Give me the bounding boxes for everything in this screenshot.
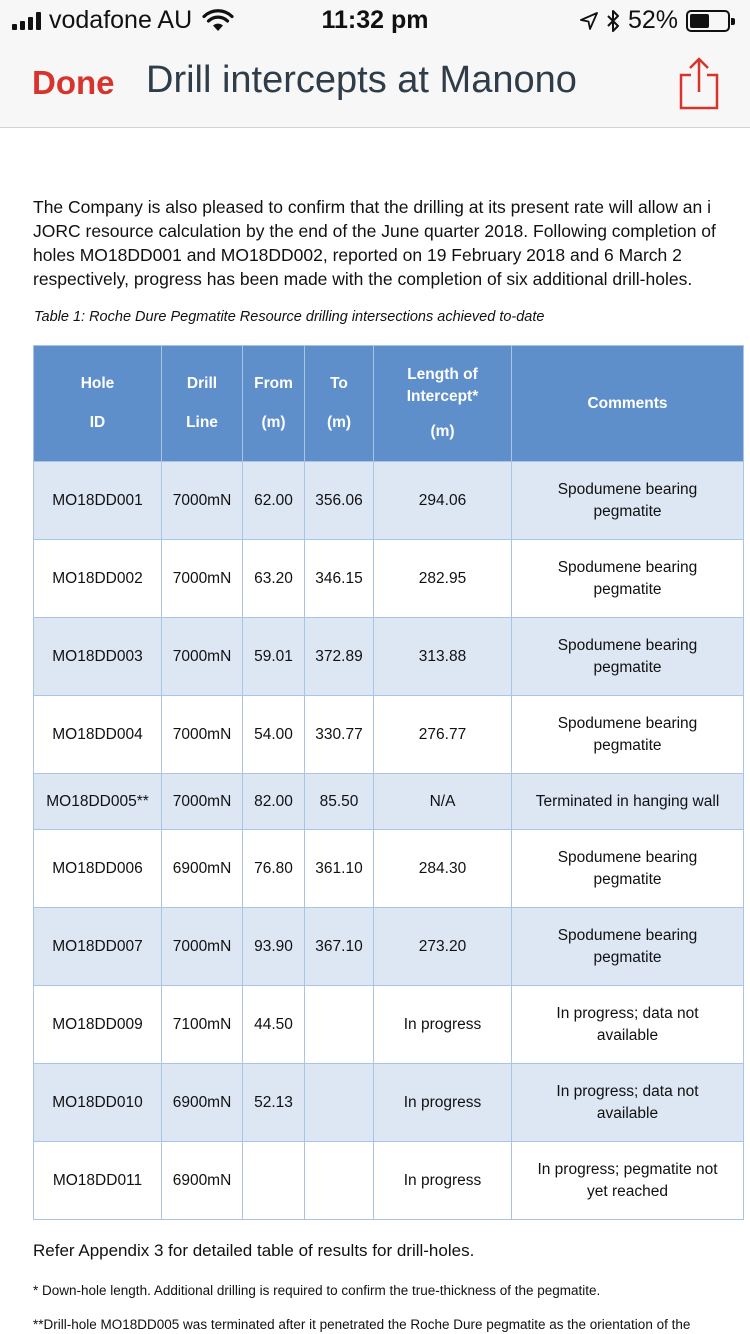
cell-length: 294.06: [374, 462, 512, 540]
cell-to: 361.10: [305, 830, 374, 908]
cell-hole-id: MO18DD001: [34, 462, 162, 540]
cell-hole-id: MO18DD004: [34, 696, 162, 774]
cell-length: 313.88: [374, 618, 512, 696]
cell-comment: Spodumene bearing pegmatite: [512, 462, 744, 540]
table-row: [34, 830, 744, 908]
cell-drill-line: 7000mN: [162, 774, 243, 830]
cell-length: In progress: [374, 1064, 512, 1142]
battery-fill: [690, 14, 709, 28]
cell-from: 62.00: [243, 462, 305, 540]
cell-length: 282.95: [374, 540, 512, 618]
carrier-name: vodafone AU: [49, 6, 193, 34]
footnote-mo18dd005: **Drill-hole MO18DD005 was terminated after it penetrated the Roche Dure pegmatite as the orientation of the: [33, 1317, 691, 1332]
cell-to: 372.89: [305, 618, 374, 696]
cell-hole-id: MO18DD002: [34, 540, 162, 618]
cell-comment: Spodumene bearing pegmatite: [512, 908, 744, 986]
done-button[interactable]: Done: [32, 64, 115, 101]
cell-to: 367.10: [305, 908, 374, 986]
cell-from: 76.80: [243, 830, 305, 908]
cell-hole-id: MO18DD007: [34, 908, 162, 986]
cell-hole-id: MO18DD003: [34, 618, 162, 696]
cell-to: [305, 986, 374, 1064]
table-row: [34, 462, 744, 540]
cell-to: 356.06: [305, 462, 374, 540]
cell-from: 93.90: [243, 908, 305, 986]
table-row: [34, 908, 744, 986]
cell-length: 284.30: [374, 830, 512, 908]
cell-comment: In progress; pegmatite not yet reached: [512, 1142, 744, 1220]
table-header-row: [34, 346, 744, 462]
battery-icon: [686, 10, 730, 32]
intro-paragraph: [33, 195, 750, 291]
table-row: [34, 774, 744, 830]
battery-percent: 52%: [627, 6, 678, 34]
cell-length: 276.77: [374, 696, 512, 774]
cell-from: 59.01: [243, 618, 305, 696]
paragraph-line: The Company is also pleased to confirm that the drilling at its present rate will allow an i: [33, 197, 711, 217]
cell-from: 52.13: [243, 1064, 305, 1142]
cell-comment: In progress; data not available: [512, 1064, 744, 1142]
bluetooth-icon: [606, 9, 620, 33]
header-drill-line: Drill Line: [162, 346, 243, 462]
cell-from: [243, 1142, 305, 1220]
cell-hole-id: MO18DD011: [34, 1142, 162, 1220]
status-bar: [0, 0, 750, 40]
cell-drill-line: 6900mN: [162, 1064, 243, 1142]
cell-hole-id: MO18DD006: [34, 830, 162, 908]
paragraph-line: holes MO18DD001 and MO18DD002, reported on 19 February 2018 and 6 March 2: [33, 245, 682, 265]
document-view[interactable]: [0, 129, 750, 1334]
cell-drill-line: 6900mN: [162, 830, 243, 908]
appendix-reference: Refer Appendix 3 for detailed table of results for drill-holes.: [33, 1241, 475, 1260]
location-icon: [580, 12, 598, 30]
table-row: [34, 696, 744, 774]
cell-to: [305, 1064, 374, 1142]
cell-from: 82.00: [243, 774, 305, 830]
header-hole-id: Hole ID: [34, 346, 162, 462]
cell-from: 44.50: [243, 986, 305, 1064]
cell-hole-id: MO18DD005**: [34, 774, 162, 830]
cell-to: 346.15: [305, 540, 374, 618]
cell-hole-id: MO18DD009: [34, 986, 162, 1064]
cell-to: 330.77: [305, 696, 374, 774]
cell-length: In progress: [374, 1142, 512, 1220]
cell-drill-line: 7100mN: [162, 986, 243, 1064]
cell-from: 54.00: [243, 696, 305, 774]
header-to: To (m): [305, 346, 374, 462]
footnote-down-hole-length: * Down-hole length. Additional drilling is required to confirm the true-thickness of the pegmatite.: [33, 1283, 601, 1298]
cell-comment: Spodumene bearing pegmatite: [512, 696, 744, 774]
paragraph-line: JORC resource calculation by the end of the June quarter 2018. Following completion of: [33, 221, 716, 241]
status-right: [580, 6, 730, 35]
table-row: [34, 1142, 744, 1220]
clock: 11:32 pm: [321, 6, 429, 34]
cell-drill-line: 7000mN: [162, 540, 243, 618]
table-row: [34, 618, 744, 696]
cell-length: N/A: [374, 774, 512, 830]
cell-hole-id: MO18DD010: [34, 1064, 162, 1142]
cell-drill-line: 7000mN: [162, 696, 243, 774]
table-caption: Table 1: Roche Dure Pegmatite Resource drilling intersections achieved to-date: [34, 309, 545, 325]
cell-comment: In progress; data not available: [512, 986, 744, 1064]
header-comments: Comments: [512, 346, 744, 462]
cell-drill-line: 7000mN: [162, 908, 243, 986]
cell-from: 63.20: [243, 540, 305, 618]
cell-drill-line: 7000mN: [162, 462, 243, 540]
table-row: [34, 540, 744, 618]
cell-length: 273.20: [374, 908, 512, 986]
share-icon[interactable]: [678, 56, 720, 110]
table-row: [34, 1064, 744, 1142]
cell-drill-line: 6900mN: [162, 1142, 243, 1220]
cell-comment: Spodumene bearing pegmatite: [512, 540, 744, 618]
cell-to: 85.50: [305, 774, 374, 830]
drill-intercepts-table: [33, 345, 744, 1220]
cell-to: [305, 1142, 374, 1220]
cell-comment: Spodumene bearing pegmatite: [512, 830, 744, 908]
header-length-of-intercept: Length of Intercept* (m): [374, 346, 512, 462]
cell-comment: Spodumene bearing pegmatite: [512, 618, 744, 696]
paragraph-line: respectively, progress has been made with the completion of six additional drill-holes.: [33, 269, 693, 289]
header-from: From (m): [243, 346, 305, 462]
navigation-bar: [0, 40, 750, 128]
cell-comment: Terminated in hanging wall: [512, 774, 744, 830]
cell-drill-line: 7000mN: [162, 618, 243, 696]
table-row: [34, 986, 744, 1064]
cell-length: In progress: [374, 986, 512, 1064]
page-title: Drill intercepts at Manono: [146, 59, 577, 101]
